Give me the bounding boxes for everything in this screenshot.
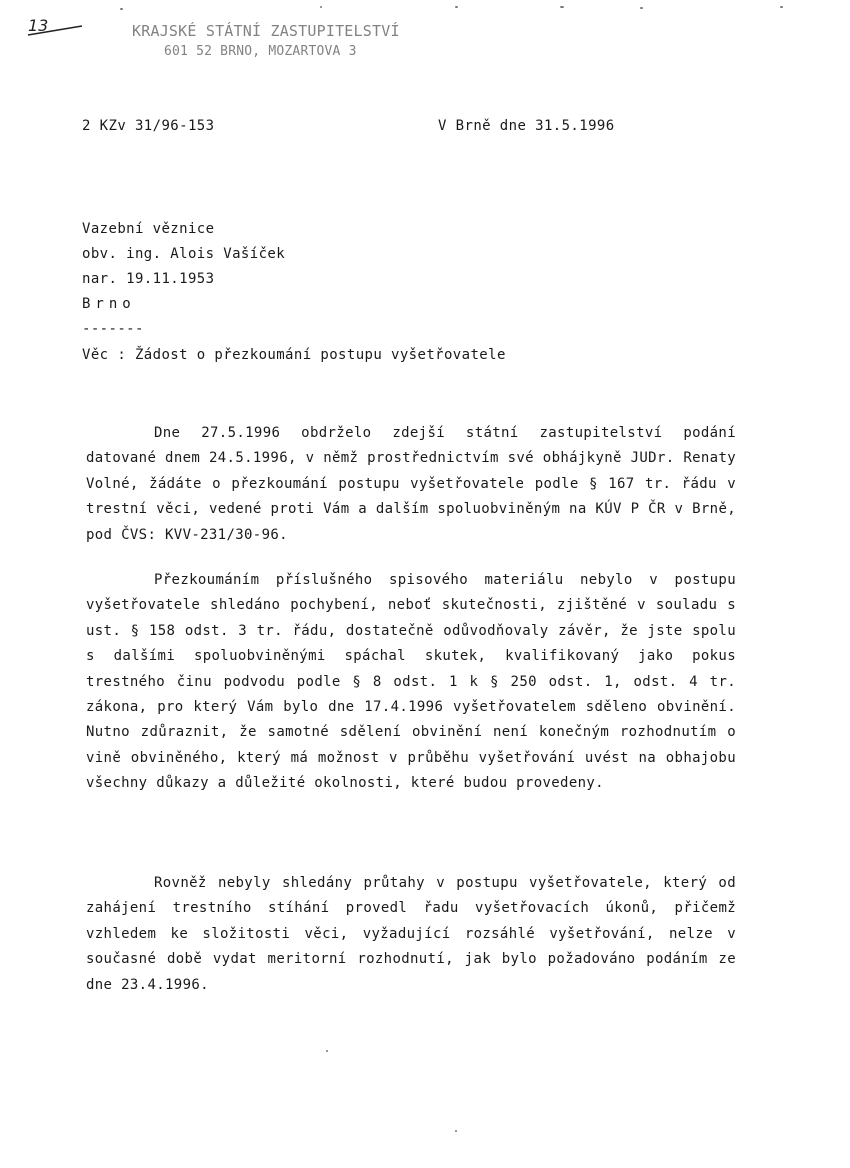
address-separator: ------- xyxy=(82,321,144,337)
page-number: 13 xyxy=(28,16,49,35)
paragraph-text: Přezkoumáním příslušného spisového materiálu nebylo v postupu vyšetřovatele shledáno pochybení, neboť skutečnosti, zjištěné v souladu s ust. § 158 odst. 3 tr. řádu, dostatečně odůvodňovaly závěr, že jste spolu s dalšími spoluobviněnými spáchal skutek, kvalifikovaný jako pokus trestného činu podvodu podle § 8 odst. 1 k § 250 odst. 1, odst. 4 tr. zákona, pro který Vám bylo dne 17.4.1996 vyšetřovatelem sděleno obvinění. Nutno zdůraznit, že samotné sdělení obvinění není konečným rozhodnutím o vině obviněného, který má možnost v průběhu vyšetřování uvést na obhajobu všechny důkazy a důležité okolnosti, které budou provedeny. xyxy=(86,572,736,792)
recipient-birthdate: nar. 19.11.1953 xyxy=(82,271,215,287)
body-paragraph xyxy=(86,871,736,998)
paragraph-text: Dne 27.5.1996 obdrželo zdejší státní zastupitelství podání datované dnem 24.5.1996, v němž prostřednictvím své obhájkyně JUDr. Renaty Volné, žádáte o přezkoumání postupu vyšetřovatele podle § 167 tr. řádu v trestní věci, vedené proti Vám a dalším spoluobviněným na KÚV P ČR v Brně, pod ČVS: KVV-231/30-96. xyxy=(86,425,736,543)
office-stamp xyxy=(132,22,400,59)
body-paragraph xyxy=(86,421,736,548)
paragraph-text: Rovněž nebyly shledány průtahy v postupu vyšetřovatele, který od zahájení trestního stíhání provedl řadu vyšetřovacích úkonů, přičemž vzhledem ke složitosti věci, vyžadující rozsáhlé vyšetřování, nelze v současné době vydat meritorní rozhodnutí, jak bylo požadováno podáním ze dne 23.4.1996. xyxy=(86,875,736,993)
recipient-city: Brno xyxy=(82,296,136,312)
stamp-office-name: KRAJSKÉ STÁTNÍ ZASTUPITELSTVÍ xyxy=(132,22,400,40)
subject-line: Věc : Žádost o přezkoumání postupu vyšetřovatele xyxy=(82,347,506,363)
recipient-name: obv. ing. Alois Vašíček xyxy=(82,246,286,262)
place-and-date: V Brně dne 31.5.1996 xyxy=(438,118,615,134)
recipient-institution: Vazební věznice xyxy=(82,221,215,237)
page-number-underline xyxy=(26,23,84,37)
stamp-office-address: 601 52 BRNO, MOZARTOVA 3 xyxy=(164,44,357,59)
reference-number: 2 KZv 31/96-153 xyxy=(82,118,215,134)
body-paragraph xyxy=(86,568,736,797)
